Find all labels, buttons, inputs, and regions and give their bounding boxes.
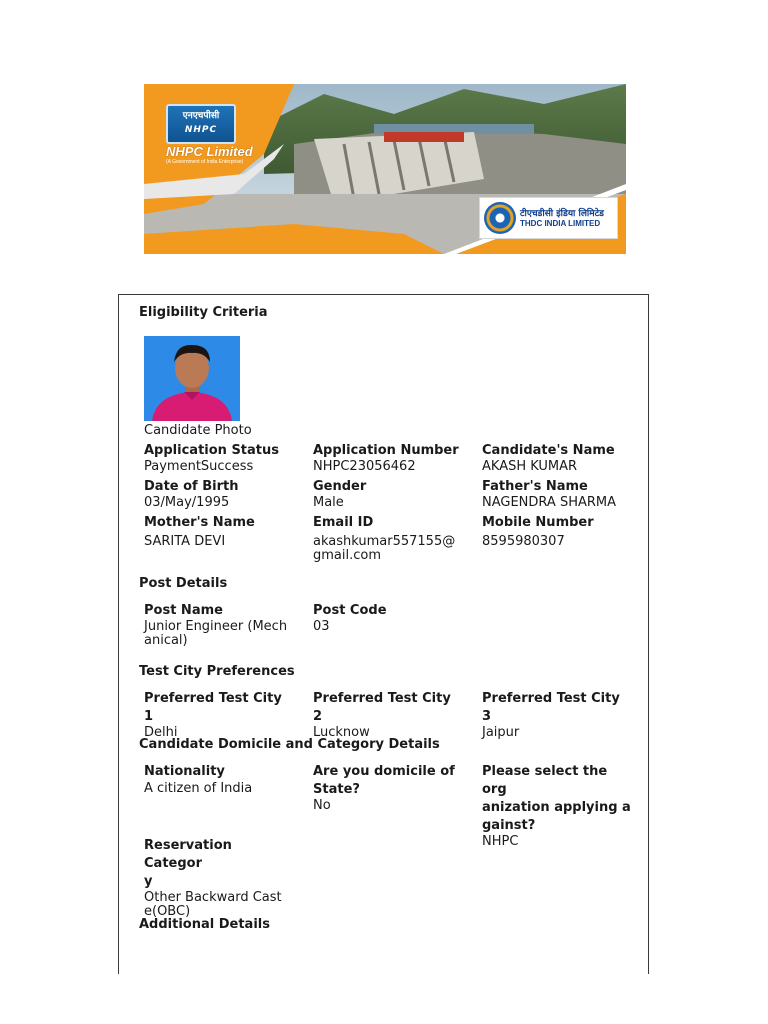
field-label-line2: anization applying a [482,800,631,815]
field-label: Email ID [313,515,374,530]
field-value: NHPC [482,834,519,849]
field-reservation-category [144,837,294,919]
thdc-emblem-icon [484,202,516,234]
field-value: Jaipur [482,725,520,740]
thdc-english-name: THDC INDIA LIMITED [520,219,601,228]
field-label: Candidate's Name [482,443,615,458]
field-value: A citizen of India [144,781,253,796]
header-banner [144,84,626,254]
field-value: 03/May/1995 [144,495,230,510]
field-value: Delhi [144,725,178,740]
field-nationality [144,763,294,796]
field-label: Preferred Test City 3 [482,691,620,724]
field-mother-name [144,514,294,549]
candidate-photo [144,336,240,421]
field-candidate-name [482,442,632,474]
field-value: NHPC23056462 [313,459,416,474]
field-value-line2: anical) [144,633,188,648]
field-label: Date of Birth [144,479,239,494]
field-value: Lucknow [313,725,370,740]
field-application-status [144,442,294,474]
field-value: 03 [313,619,330,634]
field-label: Application Number [313,443,459,458]
field-label: Post Name [144,603,223,618]
field-label-line2: State? [313,782,360,797]
field-application-number [313,442,463,474]
test-city-heading: Test City Preferences [139,664,295,679]
field-value: PaymentSuccess [144,459,254,474]
nhpc-logo [166,104,236,144]
thdc-hindi-name: टीएचडीसी इंडिया लिमिटेड [520,209,605,219]
thdc-logo [479,197,618,239]
field-label: Preferred Test City 1 [144,691,282,724]
field-father-name [482,478,632,510]
field-value-line2: gmail.com [313,548,382,563]
field-preferred-city-1 [144,690,294,740]
field-value-line1: Other Backward Cast [144,890,282,905]
field-label: Nationality [144,764,225,779]
field-label: Gender [313,479,367,494]
field-mobile-number [482,514,632,549]
field-organization [482,763,632,849]
field-value-line1: Junior Engineer (Mech [144,619,288,634]
nhpc-tagline: (A Government of India Enterprise) [166,159,244,165]
field-label-line1: Are you domicile of [313,764,455,779]
field-email [313,514,463,563]
field-value: AKASH KUMAR [482,459,578,474]
additional-details-heading: Additional Details [139,917,270,932]
candidate-photo-caption: Candidate Photo [144,423,252,438]
field-label: Mother's Name [144,515,255,530]
application-details-panel [118,294,649,974]
field-label-line1: Reservation Categor [144,838,232,871]
field-value-line2: e(OBC) [144,904,191,919]
field-label: Mobile Number [482,515,594,530]
field-value: NAGENDRA SHARMA [482,495,617,510]
eligibility-heading: Eligibility Criteria [139,305,268,320]
post-details-heading: Post Details [139,576,228,591]
nhpc-logo-hindi: एनएचपीसी [182,111,220,121]
field-label: Father's Name [482,479,588,494]
field-label-line3: gainst? [482,818,536,833]
domicile-heading: Candidate Domicile and Category Details [139,737,440,752]
field-label-line1: Please select the org [482,764,608,797]
field-label: Preferred Test City 2 [313,691,451,724]
nhpc-company-name: NHPC Limited [166,144,253,159]
field-value: Male [313,495,344,510]
field-date-of-birth [144,478,294,510]
field-value: 8595980307 [482,534,565,549]
field-gender [313,478,463,510]
field-preferred-city-3 [482,690,632,740]
field-domicile-state [313,763,463,813]
field-preferred-city-2 [313,690,463,740]
candidate-photo-image [144,336,240,421]
field-value: No [313,798,331,813]
nhpc-logo-text: NHPC [184,125,218,135]
field-value: SARITA DEVI [144,534,226,549]
field-label: Post Code [313,603,387,618]
field-label-line2: y [144,874,153,889]
field-value-line1: akashkumar557155@ [313,534,456,549]
field-post-name [144,602,294,648]
field-post-code [313,602,463,634]
field-label: Application Status [144,443,280,458]
